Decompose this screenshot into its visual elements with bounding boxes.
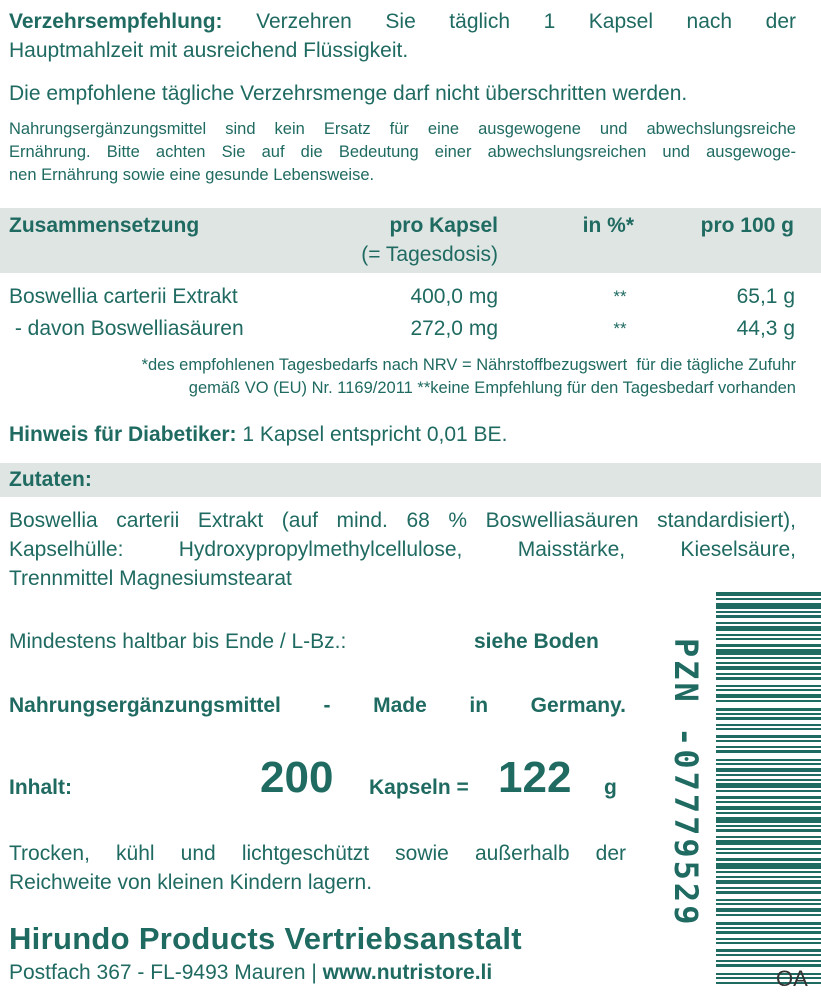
barcode-bar bbox=[716, 954, 821, 956]
barcode-bar bbox=[716, 852, 821, 854]
row-2-percent: ** bbox=[613, 319, 627, 338]
barcode-bar bbox=[716, 677, 821, 680]
diabetic-label: Hinweis für Diabetiker: bbox=[9, 423, 237, 446]
barcode-bar bbox=[716, 768, 821, 772]
content-label: Inhalt: bbox=[9, 776, 72, 799]
barcode-bar bbox=[716, 817, 821, 823]
company-address: Postfach 367 - FL-9493 Mauren | bbox=[9, 961, 323, 984]
content-weight-unit: g bbox=[604, 776, 617, 799]
row-2-per-capsule: 272,0 mg bbox=[410, 317, 498, 340]
barcode-bar bbox=[716, 622, 821, 624]
barcode-bar bbox=[716, 700, 821, 702]
header-per-capsule-sub: (= Tagesdosis) bbox=[361, 243, 498, 266]
row-1-per-100g: 65,1 g bbox=[736, 285, 795, 308]
barcode-bar bbox=[716, 649, 821, 655]
barcode-bar bbox=[716, 949, 821, 952]
composition-heading: Zusammensetzung bbox=[9, 214, 200, 237]
footnote-line-2: gemäß VO (EU) Nr. 1169/2011 **keine Empfehlung für den Tagesbedarf vorhanden bbox=[188, 379, 796, 397]
barcode-bar bbox=[716, 880, 821, 884]
barcode-bar bbox=[716, 938, 821, 940]
barcode-bar bbox=[716, 871, 821, 873]
barcode-bar bbox=[716, 783, 821, 788]
note-line-2: Ernährung. Bitte achten Sie auf die Bedeutung einer abwechslungsreichen und ausgewoge- bbox=[9, 143, 796, 161]
barcode-bar bbox=[716, 801, 821, 803]
barcode-bar bbox=[716, 603, 821, 609]
diabetic-note bbox=[9, 421, 507, 449]
barcode-bar bbox=[716, 836, 821, 838]
company-website: www.nutristore.li bbox=[322, 961, 493, 984]
barcode-bar bbox=[716, 673, 821, 675]
barcode-bar bbox=[716, 908, 821, 912]
barcode-bar bbox=[716, 825, 821, 827]
dosage-label: Verzehrsempfehlung: bbox=[9, 10, 223, 33]
barcode-bar bbox=[716, 829, 821, 832]
barcode-bar bbox=[716, 942, 821, 944]
best-before-value: siehe Boden bbox=[474, 630, 599, 653]
barcode-bar bbox=[716, 592, 821, 596]
ingredients-line-2: Kapselhülle: Hydroxypropylmethylcellulose, Maisstärke, Kieselsäure, bbox=[9, 538, 796, 561]
ingredients-line-3: Trennmittel Magnesiumstearat bbox=[9, 567, 292, 590]
barcode-bar bbox=[716, 779, 821, 781]
barcode-bar bbox=[716, 666, 821, 670]
dosage-line-2: Hauptmahlzeit mit ausreichend Flüssigkeit. bbox=[9, 39, 409, 62]
barcode-bar bbox=[716, 903, 821, 905]
barcode-bar bbox=[716, 774, 821, 776]
barcode-bar bbox=[716, 863, 821, 869]
barcode-bar bbox=[716, 724, 821, 726]
ingredients-heading: Zutaten: bbox=[9, 468, 92, 491]
barcode-bar bbox=[716, 927, 821, 929]
row-1-name: Boswellia carterii Extrakt bbox=[9, 285, 238, 308]
barcode-bar bbox=[716, 689, 821, 691]
diabetic-text: 1 Kapsel entspricht 0,01 BE. bbox=[242, 423, 508, 446]
note-line-3: nen Ernährung sowie eine gesunde Lebensweise. bbox=[9, 166, 375, 184]
barcode-bar bbox=[716, 735, 821, 738]
barcode-bar bbox=[716, 717, 821, 720]
barcode-bar bbox=[716, 922, 821, 925]
storage-line-1: Trocken, kühl und lichtgeschützt sowie außerhalb der bbox=[9, 842, 626, 865]
barcode-bar bbox=[716, 685, 821, 687]
note-line-1: Nahrungsergänzungsmittel sind kein Ersatz für eine ausgewogene und abwechslungsreiche bbox=[9, 120, 796, 138]
barcode-bar bbox=[716, 728, 821, 730]
content-weight: 122 bbox=[498, 753, 572, 802]
row-2-per-100g: 44,3 g bbox=[736, 317, 795, 340]
footnote-line-1: *des empfohlenen Tagesbedarfs nach NRV = Nährstoffbezugswert für die tägliche Zufuhr bbox=[141, 356, 796, 374]
header-per-capsule: pro Kapsel bbox=[389, 214, 498, 237]
barcode-bar bbox=[716, 740, 821, 742]
ingredients-line-1: Boswellia carterii Extrakt (auf mind. 68 % Boswelliasäuren standardisiert), bbox=[9, 509, 796, 532]
dosage-text: Verzehren Sie täglich 1 Kapsel nach der bbox=[256, 10, 796, 33]
barcode-bar bbox=[716, 644, 821, 647]
barcode-bar bbox=[716, 598, 821, 600]
barcode-bar bbox=[716, 796, 821, 799]
company-address-line bbox=[9, 959, 492, 987]
ingredients-header bbox=[0, 463, 821, 497]
content-count: 200 bbox=[260, 753, 334, 802]
barcode-bar bbox=[716, 611, 821, 613]
barcode-bar bbox=[716, 840, 821, 845]
barcode-bar bbox=[716, 931, 821, 934]
barcode-bar bbox=[716, 891, 821, 894]
row-1-percent: ** bbox=[613, 287, 627, 306]
barcode-bar bbox=[716, 626, 821, 631]
barcode-bar bbox=[716, 763, 821, 765]
row-2-name: - davon Boswelliasäuren bbox=[9, 317, 244, 340]
dosage-warning: Die empfohlene tägliche Verzehrsmenge darf nicht überschritten werden. bbox=[9, 82, 688, 105]
best-before-label: Mindestens haltbar bis Ende / L-Bz.: bbox=[9, 630, 347, 653]
barcode-bar bbox=[716, 713, 821, 715]
barcode-bar bbox=[716, 806, 821, 810]
barcode-bar bbox=[716, 790, 821, 792]
storage-line-2: Reichweite von kleinen Kindern lagern. bbox=[9, 871, 373, 894]
pzn-code: PZN -07779529 bbox=[667, 638, 705, 928]
barcode-bar bbox=[716, 615, 821, 618]
company-name: Hirundo Products Vertriebsanstalt bbox=[9, 921, 522, 956]
header-per-100g: pro 100 g bbox=[700, 214, 794, 237]
origin-line: Nahrungsergänzungsmittel - Made in Germany. bbox=[9, 694, 626, 717]
barcode-bar bbox=[716, 694, 821, 698]
barcode-bar bbox=[716, 750, 821, 753]
dosage-line-1 bbox=[9, 8, 796, 36]
barcode-bar bbox=[716, 887, 821, 889]
barcode-bar bbox=[716, 662, 821, 664]
barcode-image bbox=[716, 592, 821, 984]
barcode-bar bbox=[716, 914, 821, 916]
barcode-bar bbox=[716, 746, 821, 748]
header-percent: in %* bbox=[582, 214, 634, 237]
barcode-bar bbox=[716, 759, 821, 761]
barcode-bar bbox=[716, 657, 821, 659]
row-1-per-capsule: 400,0 mg bbox=[410, 285, 498, 308]
barcode-bar bbox=[716, 960, 821, 962]
barcode-bar bbox=[716, 876, 821, 878]
barcode-bar bbox=[716, 812, 821, 814]
corner-code: OA bbox=[776, 966, 808, 991]
barcode-bar bbox=[716, 858, 821, 861]
content-unit: Kapseln = bbox=[369, 776, 469, 799]
barcode-bar bbox=[716, 638, 821, 640]
barcode-bar bbox=[716, 634, 821, 636]
barcode-bar bbox=[716, 899, 821, 901]
barcode-bar bbox=[716, 708, 821, 711]
barcode-bar bbox=[716, 848, 821, 850]
